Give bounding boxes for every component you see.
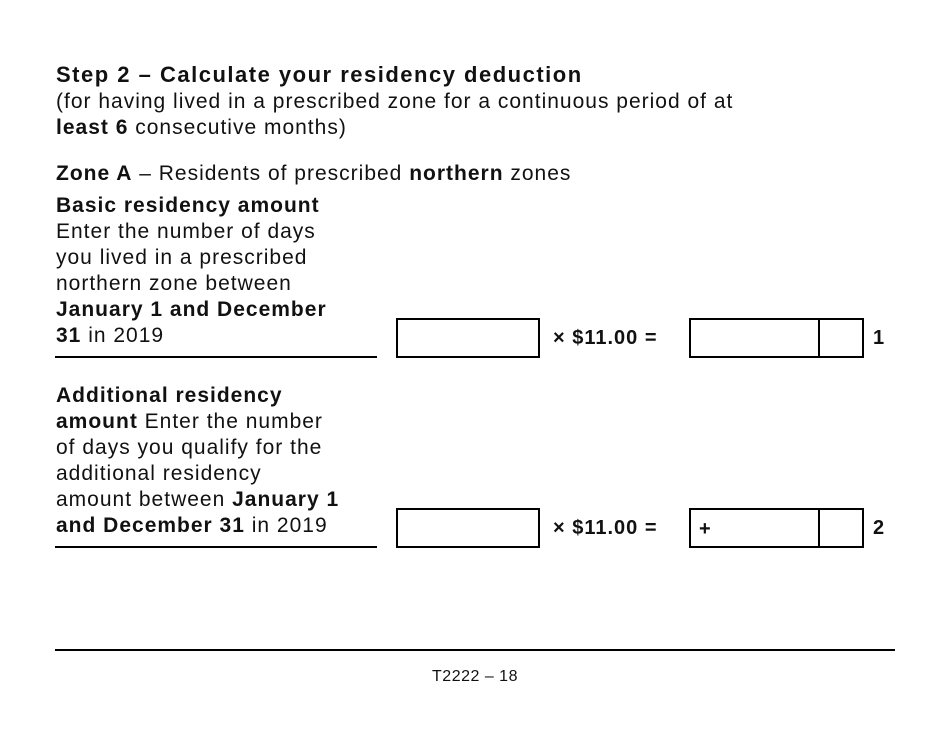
additional-multiplier: × $11.00 = (553, 517, 658, 539)
basic-heading (56, 193, 320, 219)
basic-heading-text: Basic residency amount (56, 194, 320, 217)
additional-line2-bold: amount (56, 410, 138, 433)
additional-amount-cents[interactable] (818, 508, 864, 548)
line-number-1: 1 (873, 327, 886, 349)
basic-line3: northern zone between (56, 272, 292, 295)
additional-amount-dollars[interactable] (689, 508, 820, 548)
additional-line5-bold: January 1 (232, 488, 340, 511)
additional-line6-bold: and December 31 (56, 514, 245, 537)
additional-line5-rest: amount between (56, 488, 233, 511)
basic-multiplier: × $11.00 = (553, 327, 658, 349)
subtitle-bold: least 6 (56, 116, 129, 139)
step-subtitle-line2 (56, 115, 347, 141)
zone-end: zones (503, 162, 572, 185)
basic-line5-rest: in 2019 (81, 324, 165, 347)
line-number-2: 2 (873, 517, 886, 539)
additional-underline (55, 546, 377, 548)
basic-line2: you lived in a prescribed (56, 246, 308, 269)
additional-line1-bold: Additional residency (56, 384, 283, 407)
zone-mid: – Residents of prescribed (132, 162, 410, 185)
additional-line6-rest: in 2019 (244, 514, 328, 537)
basic-line1: Enter the number of days (56, 220, 316, 243)
additional-line2 (56, 409, 323, 435)
additional-line3: of days you qualify for the (56, 436, 323, 459)
zone-name: Zone A (56, 162, 133, 185)
zone-label (56, 161, 571, 187)
subtitle-rest: consecutive months) (128, 116, 347, 139)
additional-line1 (56, 383, 283, 409)
basic-underline (55, 356, 377, 358)
zone-northern: northern (409, 162, 504, 185)
step-title: Step 2 – Calculate your residency deduction (56, 62, 583, 87)
basic-line4 (56, 297, 327, 323)
step-subtitle-line1: (for having lived in a prescribed zone for a continuous period of at (56, 90, 734, 113)
footer-rule (55, 649, 895, 651)
basic-line5-bold: 31 (56, 324, 82, 347)
basic-line5 (56, 323, 164, 349)
additional-line2-rest: Enter the number (137, 410, 323, 433)
basic-amount-cents[interactable] (818, 318, 864, 358)
additional-line4: additional residency (56, 462, 262, 485)
basic-line4-bold: January 1 and December (56, 298, 327, 321)
additional-result-prefix: + (699, 518, 712, 540)
additional-line6 (56, 513, 328, 539)
basic-days-input[interactable] (396, 318, 540, 358)
basic-amount-dollars[interactable] (689, 318, 820, 358)
additional-line5 (56, 487, 339, 513)
page-label: T2222 – 18 (432, 668, 518, 685)
additional-days-input[interactable] (396, 508, 540, 548)
